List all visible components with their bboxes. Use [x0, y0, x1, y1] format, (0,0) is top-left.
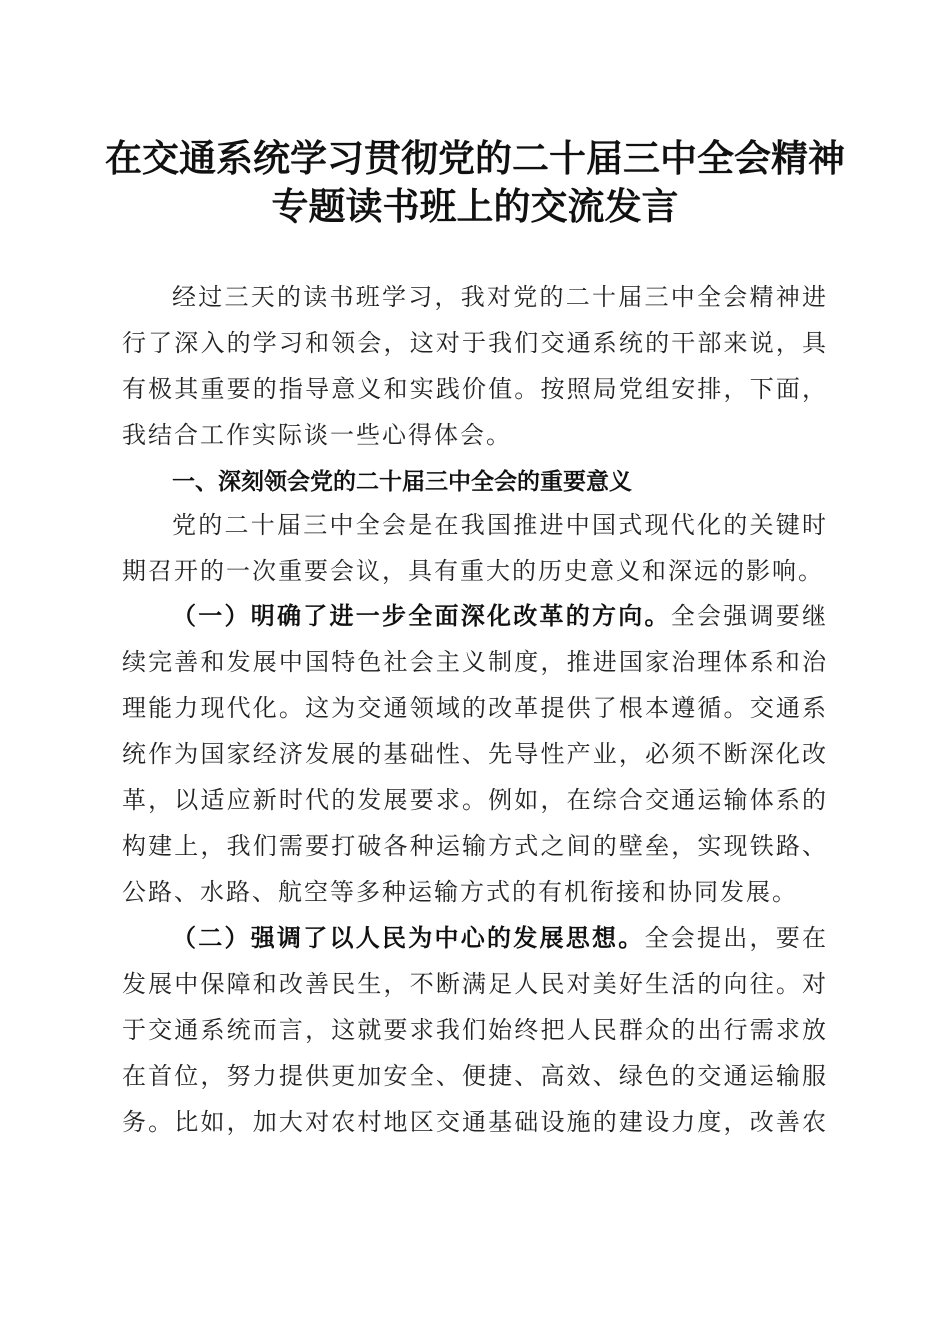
subsection-2-line-3: 于交通系统而言，这就要求我们始终把人民群众的出行需求放: [122, 1016, 828, 1044]
intro-line-1: 经过三天的读书班学习，我对党的二十届三中全会精神进: [172, 283, 828, 311]
subsection-2-lead: （二）强调了以人民为中心的发展思想。: [172, 924, 645, 952]
intro-line-2: 行了深入的学习和领会，这对于我们交通系统的干部来说，具: [122, 329, 828, 357]
subsection-1-line-6: 构建上，我们需要打破各种运输方式之间的壁垒，实现铁路、: [122, 832, 828, 860]
subsection-1-line-4: 统作为国家经济发展的基础性、先导性产业，必须不断深化改: [122, 740, 828, 768]
subsection-2-line-4: 在首位，努力提供更加安全、便捷、高效、绿色的交通运输服: [122, 1062, 828, 1090]
subsection-1-line-2: 续完善和发展中国特色社会主义制度，推进国家治理体系和治: [122, 648, 828, 676]
intro-line-3: 有极其重要的指导意义和实践价值。按照局党组安排，下面，: [122, 375, 828, 403]
section-1-para-line-2: 期召开的一次重要会议，具有重大的历史意义和深远的影响。: [122, 557, 824, 585]
subsection-1-first-rest: 全会强调要继: [670, 602, 828, 630]
subsection-2-first-rest: 全会提出，要在: [644, 924, 828, 952]
subsection-1-first-line: [172, 593, 828, 639]
section-1-heading: 一、深刻领会党的二十届三中全会的重要意义: [172, 469, 632, 495]
subsection-1-lead: （一）明确了进一步全面深化改革的方向。: [172, 602, 671, 630]
document-title-line-2: 专题读书班上的交流发言: [271, 184, 679, 228]
subsection-2-first-line: [172, 915, 828, 961]
subsection-1-line-3: 理能力现代化。这为交通领域的改革提供了根本遵循。交通系: [122, 694, 828, 722]
document-title-line-1: 在交通系统学习贯彻党的二十届三中全会精神: [105, 136, 845, 180]
intro-line-4: 我结合工作实际谈一些心得体会。: [122, 421, 512, 449]
subsection-2-line-5: 务。比如，加大对农村地区交通基础设施的建设力度，改善农: [122, 1108, 828, 1136]
subsection-1-line-7: 公路、水路、航空等多种运输方式的有机衔接和协同发展。: [122, 878, 798, 906]
section-1-para-line-1: 党的二十届三中全会是在我国推进中国式现代化的关键时: [172, 511, 828, 539]
subsection-1-line-5: 革，以适应新时代的发展要求。例如，在综合交通运输体系的: [122, 786, 828, 814]
subsection-2-line-2: 发展中保障和改善民生，不断满足人民对美好生活的向往。对: [122, 970, 828, 998]
